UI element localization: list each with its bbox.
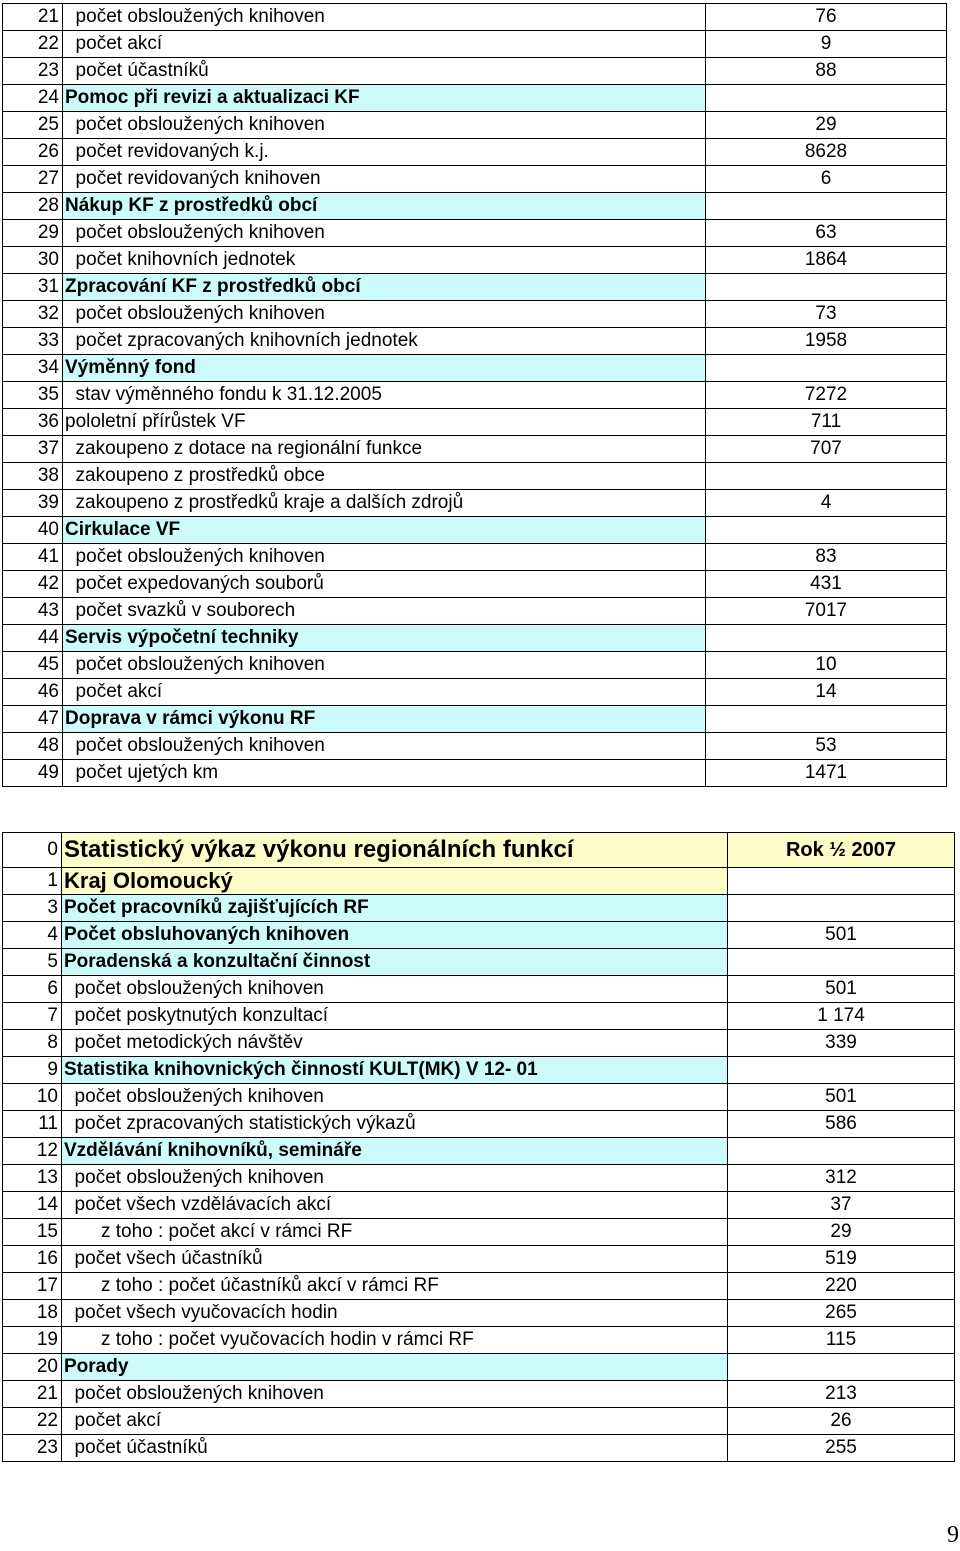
row-value: 4	[706, 490, 947, 517]
table-row	[3, 301, 947, 328]
row-number: 9	[3, 1057, 62, 1084]
table-row	[3, 1003, 955, 1030]
row-value: 73	[706, 301, 947, 328]
row-number: 33	[3, 328, 63, 355]
row-label: počet obsloužených knihoven	[63, 112, 706, 139]
table-row	[3, 1165, 955, 1192]
row-value: 7272	[706, 382, 947, 409]
row-value: 220	[728, 1273, 955, 1300]
table-row	[3, 139, 947, 166]
row-number: 6	[3, 976, 62, 1003]
row-number: 30	[3, 247, 63, 274]
row-number: 31	[3, 274, 63, 301]
row-label: počet akcí	[63, 31, 706, 58]
table-row	[3, 382, 947, 409]
row-number: 21	[3, 4, 63, 31]
table-row	[3, 112, 947, 139]
row-label: Doprava v rámci výkonu RF	[63, 706, 706, 733]
row-number: 18	[3, 1300, 62, 1327]
row-value: 88	[706, 58, 947, 85]
row-label: Pomoc při revizi a aktualizaci KF	[63, 85, 706, 112]
row-label: počet knihovních jednotek	[63, 247, 706, 274]
row-value: 9	[706, 31, 947, 58]
row-value: 1471	[706, 760, 947, 787]
table-row	[3, 247, 947, 274]
row-value: 53	[706, 733, 947, 760]
table-row	[3, 895, 955, 922]
row-value: 8628	[706, 139, 947, 166]
row-number: 7	[3, 1003, 62, 1030]
row-label: Kraj Olomoucký	[62, 868, 728, 895]
table-row	[3, 193, 947, 220]
table-row	[3, 1057, 955, 1084]
row-number: 35	[3, 382, 63, 409]
row-label: počet akcí	[62, 1408, 728, 1435]
row-label: Zpracování KF z prostředků obcí	[63, 274, 706, 301]
row-number: 39	[3, 490, 63, 517]
row-label: počet ujetých km	[63, 760, 706, 787]
row-value: 37	[728, 1192, 955, 1219]
row-value: 10	[706, 652, 947, 679]
row-number: 44	[3, 625, 63, 652]
row-value: 7017	[706, 598, 947, 625]
row-value: 1864	[706, 247, 947, 274]
row-number: 5	[3, 949, 62, 976]
table-row	[3, 490, 947, 517]
row-value: 29	[728, 1219, 955, 1246]
row-number: 41	[3, 544, 63, 571]
row-number: 46	[3, 679, 63, 706]
row-value: 519	[728, 1246, 955, 1273]
row-label: počet obsloužených knihoven	[62, 1381, 728, 1408]
row-value: 586	[728, 1111, 955, 1138]
row-number: 38	[3, 463, 63, 490]
row-number: 36	[3, 409, 63, 436]
row-label: počet obsloužených knihoven	[62, 1165, 728, 1192]
row-number: 3	[3, 895, 62, 922]
row-value: 63	[706, 220, 947, 247]
row-label: počet svazků v souborech	[63, 598, 706, 625]
row-number: 40	[3, 517, 63, 544]
row-number: 22	[3, 31, 63, 58]
row-number: 4	[3, 922, 62, 949]
row-value	[706, 193, 947, 220]
table-row	[3, 1084, 955, 1111]
table-row	[3, 1435, 955, 1462]
row-number: 29	[3, 220, 63, 247]
table-row	[3, 625, 947, 652]
row-value: 213	[728, 1381, 955, 1408]
table-row	[3, 1111, 955, 1138]
row-value	[728, 868, 955, 895]
row-label: počet obsloužených knihoven	[63, 4, 706, 31]
report-title-row	[3, 833, 955, 868]
table-row	[3, 1138, 955, 1165]
row-value	[706, 625, 947, 652]
row-value: 501	[728, 976, 955, 1003]
report-title: Statistický výkaz výkonu regionálních funkcí	[62, 833, 728, 868]
row-label: Počet obsluhovaných knihoven	[62, 922, 728, 949]
row-value: 255	[728, 1435, 955, 1462]
row-number: 10	[3, 1084, 62, 1111]
row-number: 22	[3, 1408, 62, 1435]
row-value: 711	[706, 409, 947, 436]
row-label: počet obsloužených knihoven	[63, 733, 706, 760]
table-row	[3, 328, 947, 355]
row-number: 20	[3, 1354, 62, 1381]
row-number: 12	[3, 1138, 62, 1165]
row-number: 11	[3, 1111, 62, 1138]
table-row	[3, 1408, 955, 1435]
row-number: 14	[3, 1192, 62, 1219]
row-label: počet obsloužených knihoven	[62, 1084, 728, 1111]
row-value: 431	[706, 571, 947, 598]
row-label: počet obsloužených knihoven	[62, 976, 728, 1003]
row-number: 16	[3, 1246, 62, 1273]
table-row	[3, 1327, 955, 1354]
table-row	[3, 58, 947, 85]
row-value: 115	[728, 1327, 955, 1354]
table-row	[3, 220, 947, 247]
row-number: 49	[3, 760, 63, 787]
table-row	[3, 355, 947, 382]
row-value: 14	[706, 679, 947, 706]
row-value: 26	[728, 1408, 955, 1435]
row-value	[706, 274, 947, 301]
row-label: Cirkulace VF	[63, 517, 706, 544]
row-number: 42	[3, 571, 63, 598]
table-row	[3, 706, 947, 733]
row-label: počet všech vyučovacích hodin	[62, 1300, 728, 1327]
row-value	[728, 895, 955, 922]
row-value: 6	[706, 166, 947, 193]
table-row	[3, 1381, 955, 1408]
row-value	[706, 355, 947, 382]
report-year: Rok ½ 2007	[728, 833, 955, 868]
row-number: 48	[3, 733, 63, 760]
row-number: 32	[3, 301, 63, 328]
row-label: Poradenská a konzultační činnost	[62, 949, 728, 976]
row-number: 1	[3, 868, 62, 895]
table-row	[3, 166, 947, 193]
row-value	[706, 463, 947, 490]
row-label: zakoupeno z dotace na regionální funkce	[63, 436, 706, 463]
table-row	[3, 517, 947, 544]
row-number: 27	[3, 166, 63, 193]
table-row	[3, 1030, 955, 1057]
row-number: 17	[3, 1273, 62, 1300]
row-number: 24	[3, 85, 63, 112]
row-label: zakoupeno z prostředků kraje a dalších zdrojů	[63, 490, 706, 517]
row-label: Výměnný fond	[63, 355, 706, 382]
row-label: počet obsloužených knihoven	[63, 652, 706, 679]
row-value	[728, 949, 955, 976]
table-row	[3, 1219, 955, 1246]
row-label: počet metodických návštěv	[62, 1030, 728, 1057]
table-row	[3, 760, 947, 787]
table-row	[3, 463, 947, 490]
row-label: počet revidovaných k.j.	[63, 139, 706, 166]
table-row	[3, 1300, 955, 1327]
table-row	[3, 976, 955, 1003]
table-row	[3, 31, 947, 58]
table-row	[3, 544, 947, 571]
row-number: 23	[3, 58, 63, 85]
row-number: 47	[3, 706, 63, 733]
statistics-table-continued	[2, 3, 947, 787]
row-label: Statistika knihovnických činností KULT(MK) V 12- 01	[62, 1057, 728, 1084]
row-value	[728, 1354, 955, 1381]
table-row	[3, 1192, 955, 1219]
row-value: 707	[706, 436, 947, 463]
table-row	[3, 436, 947, 463]
table-row	[3, 1354, 955, 1381]
row-label: počet obsloužených knihoven	[63, 544, 706, 571]
row-label: počet expedovaných souborů	[63, 571, 706, 598]
table-row	[3, 571, 947, 598]
row-value: 1 174	[728, 1003, 955, 1030]
row-number: 34	[3, 355, 63, 382]
row-label: počet zpracovaných statistických výkazů	[62, 1111, 728, 1138]
table-row	[3, 679, 947, 706]
row-label: počet obsloužených knihoven	[63, 220, 706, 247]
row-value: 312	[728, 1165, 955, 1192]
row-number: 13	[3, 1165, 62, 1192]
row-label: počet všech účastníků	[62, 1246, 728, 1273]
row-number: 0	[3, 833, 62, 868]
table-row	[3, 4, 947, 31]
table-row	[3, 652, 947, 679]
row-value: 1958	[706, 328, 947, 355]
row-label: počet poskytnutých konzultací	[62, 1003, 728, 1030]
row-label: Vzdělávání knihovníků, semináře	[62, 1138, 728, 1165]
row-value: 339	[728, 1030, 955, 1057]
row-value	[706, 85, 947, 112]
row-value: 76	[706, 4, 947, 31]
row-number: 8	[3, 1030, 62, 1057]
row-number: 19	[3, 1327, 62, 1354]
row-label: počet účastníků	[62, 1435, 728, 1462]
table-row	[3, 733, 947, 760]
row-number: 15	[3, 1219, 62, 1246]
table-row	[3, 598, 947, 625]
row-label: počet zpracovaných knihovních jednotek	[63, 328, 706, 355]
row-label: počet revidovaných knihoven	[63, 166, 706, 193]
row-label: stav výměnného fondu k 31.12.2005	[63, 382, 706, 409]
table-row	[3, 868, 955, 895]
row-number: 25	[3, 112, 63, 139]
row-value: 83	[706, 544, 947, 571]
row-value	[728, 1057, 955, 1084]
row-number: 37	[3, 436, 63, 463]
row-label: zakoupeno z prostředků obce	[63, 463, 706, 490]
table-row	[3, 274, 947, 301]
row-label: počet akcí	[63, 679, 706, 706]
row-label: počet obsloužených knihoven	[63, 301, 706, 328]
row-label: pololetní přírůstek VF	[63, 409, 706, 436]
table-row	[3, 922, 955, 949]
row-label: Servis výpočetní techniky	[63, 625, 706, 652]
table-row	[3, 1246, 955, 1273]
row-value	[706, 706, 947, 733]
page-number: 9	[947, 1522, 959, 1548]
row-label: počet všech vzdělávacích akcí	[62, 1192, 728, 1219]
table-row	[3, 949, 955, 976]
row-label: Porady	[62, 1354, 728, 1381]
row-label: Nákup KF z prostředků obcí	[63, 193, 706, 220]
row-number: 43	[3, 598, 63, 625]
row-label: Počet pracovníků zajišťujících RF	[62, 895, 728, 922]
row-value: 501	[728, 922, 955, 949]
row-value: 501	[728, 1084, 955, 1111]
row-label: počet účastníků	[63, 58, 706, 85]
row-number: 28	[3, 193, 63, 220]
table-row	[3, 1273, 955, 1300]
row-value	[728, 1138, 955, 1165]
row-label: z toho : počet vyučovacích hodin v rámci RF	[62, 1327, 728, 1354]
table-row	[3, 409, 947, 436]
row-value: 265	[728, 1300, 955, 1327]
table-row	[3, 85, 947, 112]
statistics-report-table	[2, 832, 955, 1462]
row-number: 21	[3, 1381, 62, 1408]
row-number: 26	[3, 139, 63, 166]
row-label: z toho : počet účastníků akcí v rámci RF	[62, 1273, 728, 1300]
row-value	[706, 517, 947, 544]
row-value: 29	[706, 112, 947, 139]
row-number: 23	[3, 1435, 62, 1462]
row-label: z toho : počet akcí v rámci RF	[62, 1219, 728, 1246]
row-number: 45	[3, 652, 63, 679]
